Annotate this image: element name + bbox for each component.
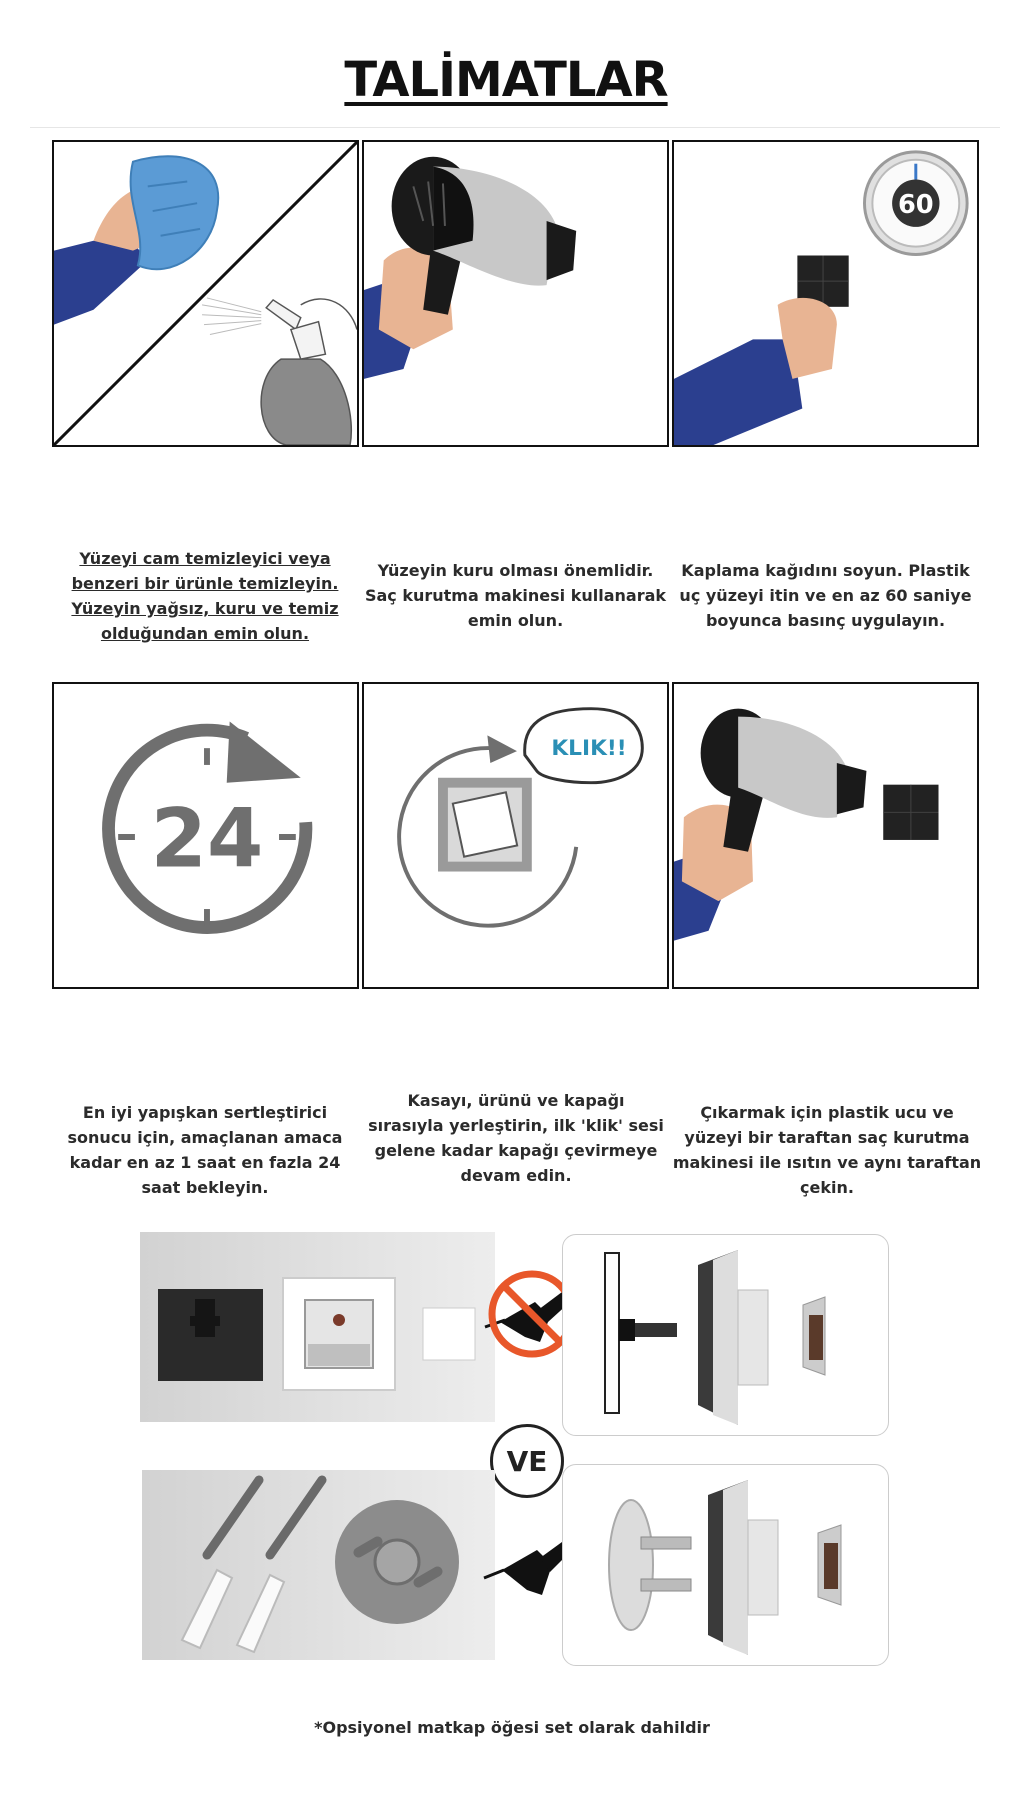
screw-kit-photo bbox=[142, 1470, 495, 1660]
ve-connector bbox=[490, 1424, 564, 1498]
clock-label: 24 bbox=[150, 792, 264, 887]
title-divider bbox=[30, 127, 1000, 128]
step-3-caption: Kaplama kağıdını soyun. Plastik uç yüzeyi itin ve en az 60 saniye boyunca basınç uygulayın. bbox=[679, 561, 972, 630]
screw-assembly-diagram bbox=[562, 1464, 889, 1666]
step-4-wait-panel bbox=[52, 682, 359, 989]
clean-surface-illustration bbox=[54, 142, 357, 445]
rotate-cover-illustration bbox=[364, 684, 667, 987]
klik-label: KLIK!! bbox=[551, 736, 627, 762]
step-3-press-panel bbox=[672, 140, 979, 447]
step-5-caption: Kasayı, ürünü ve kapağı sırasıyla yerleştirin, ilk 'klik' sesi gelene kadar kapağı çevirmeye devam edin. bbox=[368, 1091, 664, 1185]
page-title: TALİMATLAR bbox=[344, 52, 668, 108]
adhesive-kit-photo bbox=[140, 1232, 495, 1422]
step-2-caption: Yüzeyin kuru olması önemlidir. Saç kurutma makinesi kullanarak emin olun. bbox=[364, 561, 667, 630]
step-4-caption: En iyi yapışkan sertleştirici sonucu için, amaçlanan amaca kadar en az 1 saat en fazla 24 saat bekleyin. bbox=[67, 1103, 343, 1197]
step-2-dry-panel bbox=[362, 140, 669, 447]
ve-label: VE bbox=[506, 1444, 548, 1478]
footnote: *Opsiyonel matkap öğesi set olarak dahildir bbox=[314, 1718, 710, 1737]
step-6-caption: Çıkarmak için plastik ucu ve yüzeyi bir taraftan saç kurutma makinesi ile ısıtın ve aynı taraftan çekin. bbox=[672, 1103, 982, 1197]
step-5-rotate-panel bbox=[362, 682, 669, 989]
press-hold-illustration bbox=[674, 142, 977, 445]
step-1-clean-panel bbox=[52, 140, 359, 447]
clock-24-icon bbox=[54, 684, 357, 987]
step-6-remove-panel bbox=[672, 682, 979, 989]
adhesive-assembly-diagram bbox=[562, 1234, 889, 1436]
remove-heat-illustration bbox=[674, 684, 977, 987]
step-1-caption: Yüzeyi cam temizleyici veya benzeri bir ürünle temizleyin. Yüzeyin yağsız, kuru ve temiz olduğundan emin olun. bbox=[71, 549, 339, 643]
timer-label: 60 bbox=[897, 190, 934, 221]
hair-dryer-illustration bbox=[364, 142, 667, 445]
